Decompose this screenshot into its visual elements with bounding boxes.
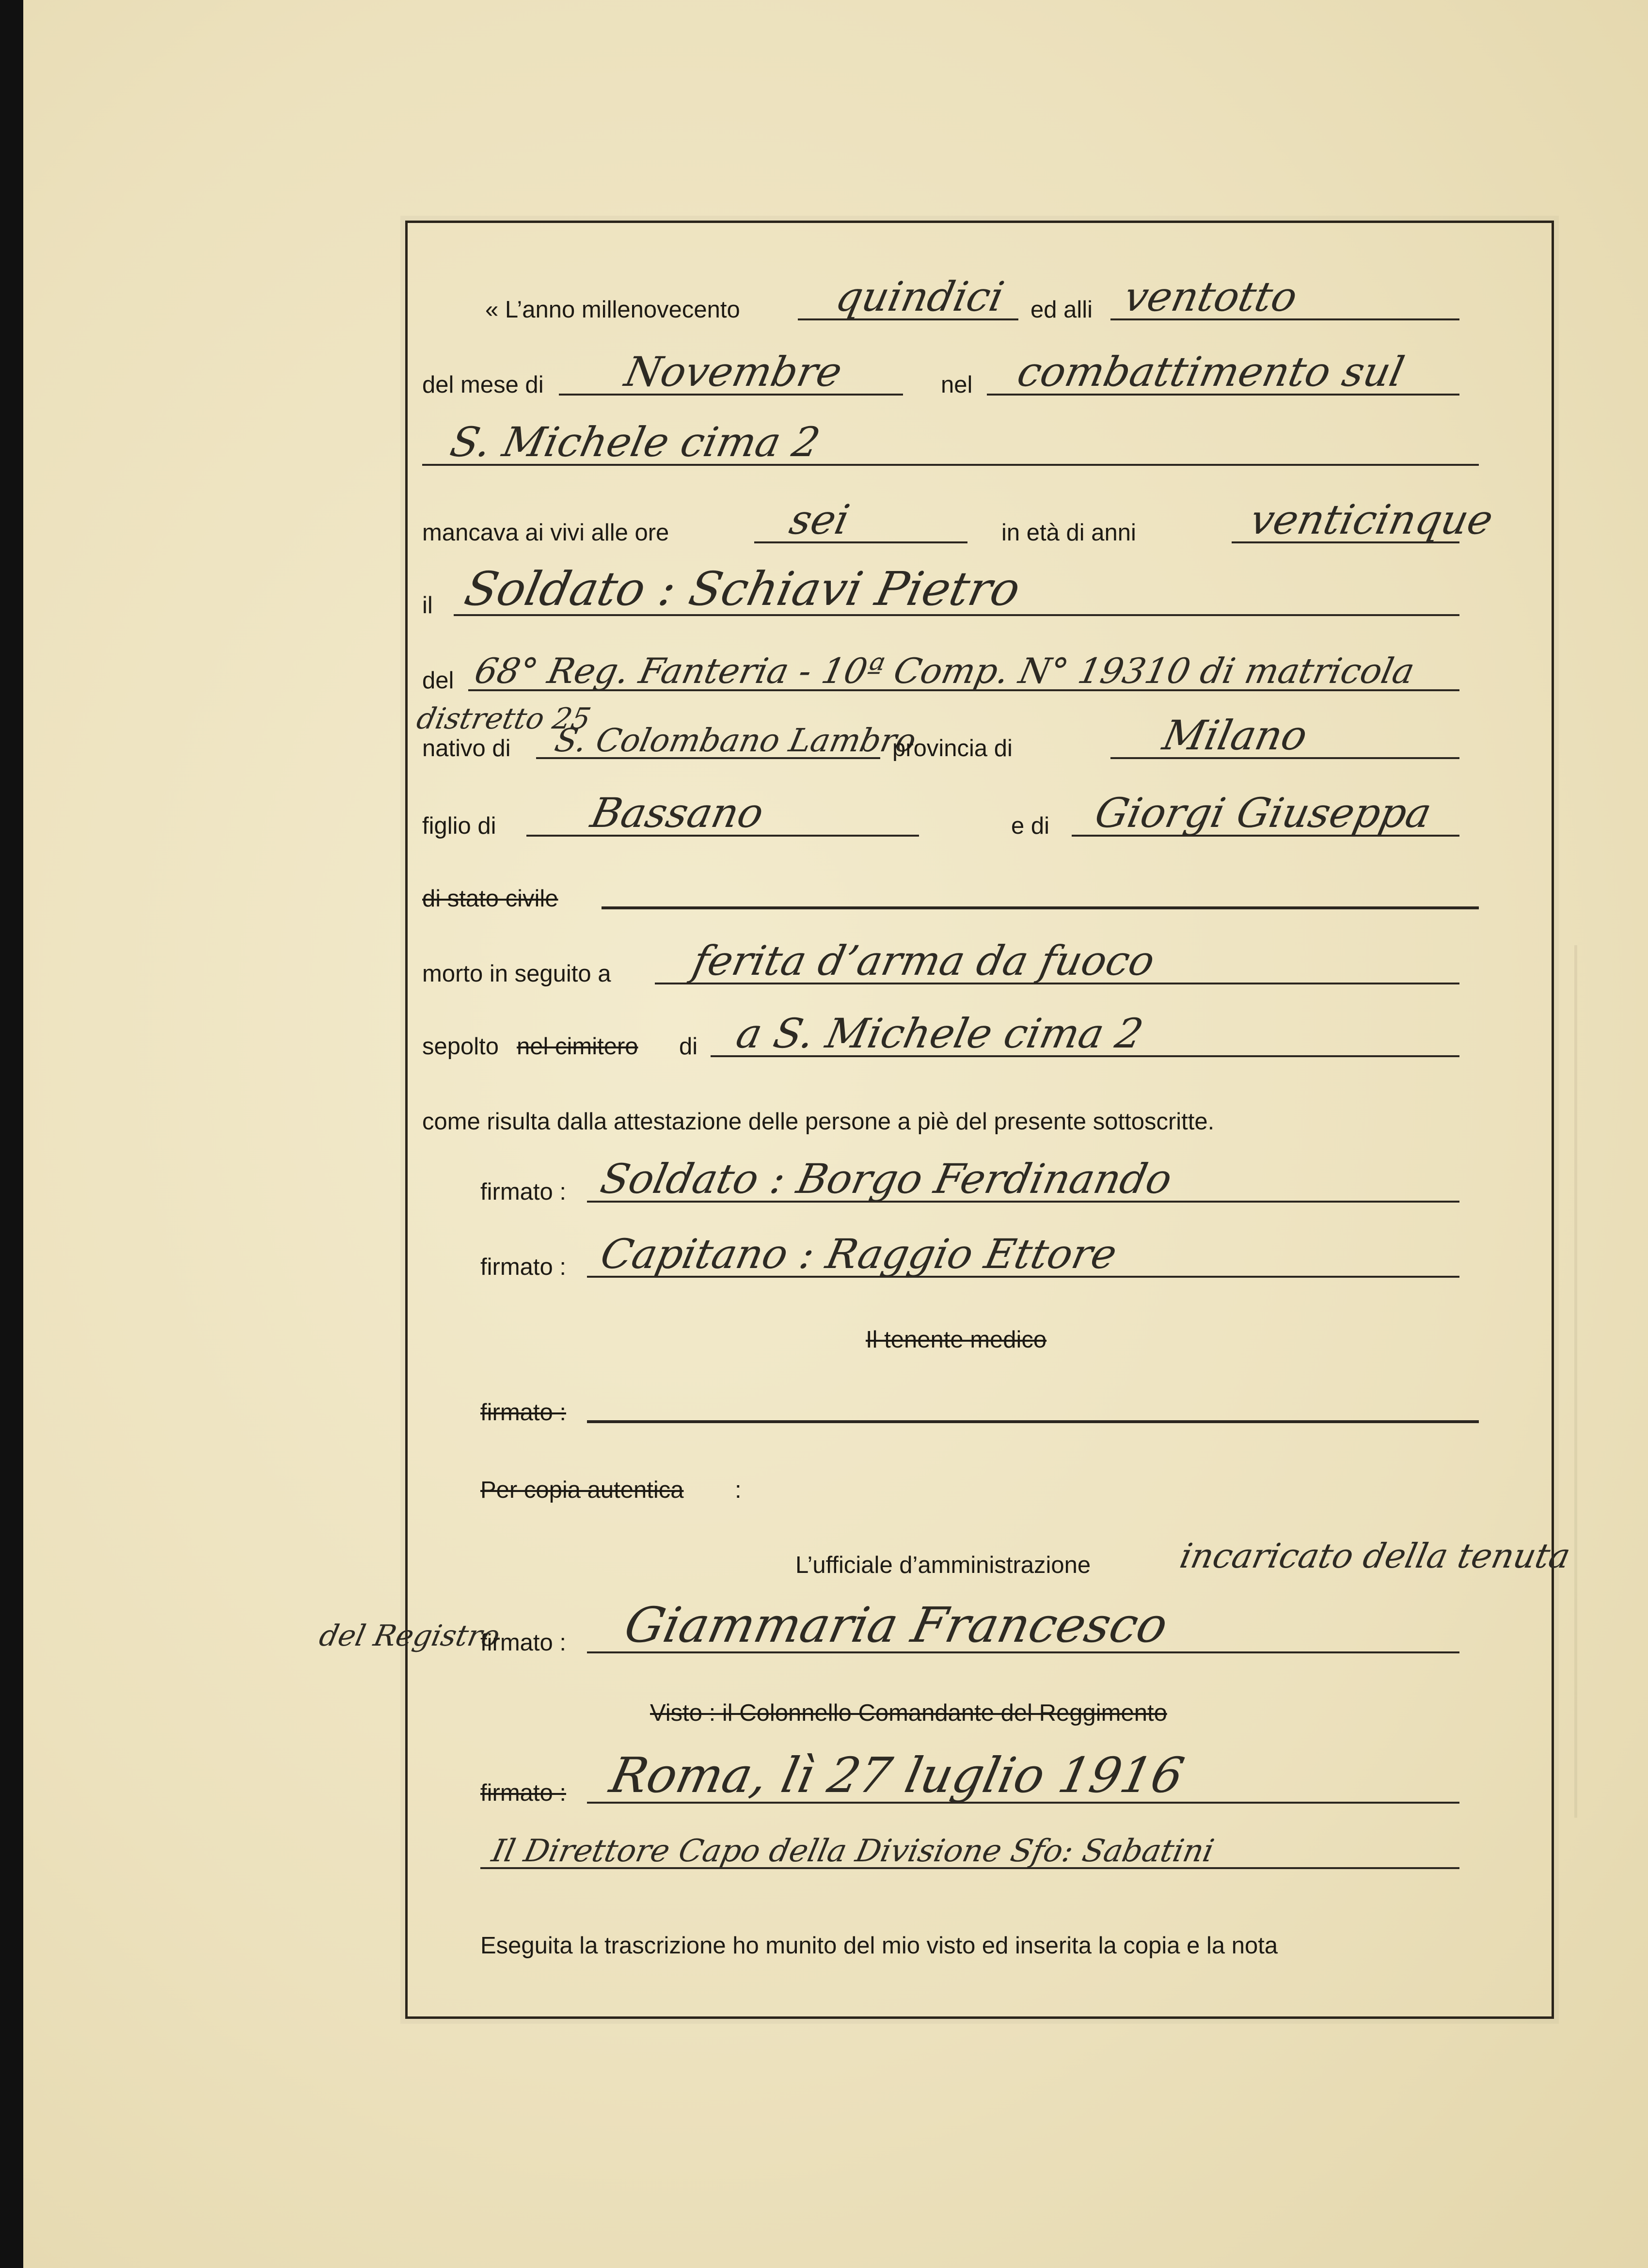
line-cause — [408, 933, 1552, 991]
hw-mother: Giorgi Giuseppa — [1091, 789, 1436, 837]
hw-hour: sei — [785, 496, 854, 543]
hw-sig-witness: Soldato : Borgo Ferdinando — [596, 1155, 1176, 1203]
line-sig-admin — [408, 1597, 1552, 1660]
label-transcription: Eseguita la trascrizione ho munito del mio visto ed inserita la copia e la nota — [480, 1933, 1278, 1959]
hw-cause: ferita d’arma da fuoco — [688, 937, 1159, 984]
label-attestation: come risulta dalla attestazione delle persone a piè del presente sottoscritte. — [422, 1109, 1215, 1135]
label-admin-officer: L’ufficiale d’amministrazione — [795, 1552, 1091, 1578]
label-sepolto: sepolto — [422, 1033, 499, 1060]
hw-sig-admin: Giammaria Francesco — [619, 1597, 1173, 1653]
label-nel: nel — [941, 372, 973, 398]
label-cimitero: nel cimitero — [517, 1033, 638, 1060]
hw-soldier-name: Soldato : Schiavi Pietro — [460, 562, 1025, 616]
hw-age: venticinque — [1246, 496, 1497, 543]
label-nativo: nativo di — [422, 735, 511, 761]
bleed-through-edge — [1574, 945, 1648, 1818]
label-certified-colon: : — [735, 1477, 742, 1503]
label-firmato-3: firmato : — [480, 1399, 566, 1426]
label-province: provincia di — [892, 735, 1013, 761]
hw-admin-extra: incaricato della tenuta — [1176, 1536, 1574, 1576]
line-burial — [408, 1006, 1552, 1064]
line-medical-officer — [408, 1299, 1552, 1357]
label-certified-copy: Per copia autentica — [480, 1477, 684, 1503]
label-year: « L’anno millenovecento — [485, 297, 740, 323]
label-medical-officer: Il tenente medico — [866, 1327, 1047, 1353]
hw-burial: a S. Michele cima 2 — [732, 1010, 1147, 1057]
hw-date: Roma, lì 27 luglio 1916 — [605, 1747, 1189, 1804]
hw-sig-captain: Capitano : Raggio Ettore — [596, 1230, 1121, 1278]
label-firmato-2: firmato : — [480, 1254, 566, 1280]
line-soldier-name — [408, 562, 1552, 623]
rule-civil-status — [602, 906, 1479, 909]
line-sig-captain — [408, 1226, 1552, 1285]
rule-sig-medical — [587, 1420, 1479, 1423]
margin-note: del Registro — [316, 1619, 503, 1653]
label-del: del — [422, 667, 454, 694]
line-hour-age — [408, 492, 1552, 550]
line-sig-witness — [408, 1151, 1552, 1209]
line-attestation — [408, 1081, 1552, 1139]
line-sig-date — [408, 1747, 1552, 1810]
line-transcription — [408, 1905, 1552, 1963]
hw-place: combattimento sul — [1013, 348, 1409, 396]
hw-day: ventotto — [1120, 273, 1302, 320]
label-firmato-5: firmato : — [480, 1780, 566, 1806]
hw-town: S. Colombano Lambro — [551, 722, 919, 759]
line-civil-status — [408, 858, 1552, 916]
hw-place-cont: S. Michele cima 2 — [446, 418, 824, 466]
hw-month: Novembre — [620, 348, 846, 396]
hw-province: Milano — [1158, 712, 1312, 759]
label-day: ed alli — [1030, 297, 1093, 323]
line-sig-medical — [408, 1372, 1552, 1430]
hw-unit: 68° Reg. Fanteria - 10ª Comp. N° 19310 di matricola — [471, 650, 1418, 691]
label-firmato-4: firmato : — [480, 1630, 566, 1656]
label-father: figlio di — [422, 813, 496, 839]
line-birthplace — [408, 702, 1552, 766]
bleed-through-text — [207, 107, 1565, 136]
label-hour: mancava ai vivi alle ore — [422, 520, 669, 546]
label-il: il — [422, 592, 433, 619]
label-civil-status: di stato civile — [422, 886, 558, 912]
hw-director: Il Direttore Capo della Divisione Sfo: Sabatini — [489, 1833, 1217, 1869]
line-unit — [408, 640, 1552, 698]
line-certified-copy — [408, 1449, 1552, 1507]
label-di: di — [679, 1033, 698, 1060]
label-colonel: Visto : il Colonnello Comandante del Reggimento — [650, 1700, 1167, 1726]
line-colonel — [408, 1672, 1552, 1730]
line-parents — [408, 785, 1552, 843]
line-director — [408, 1818, 1552, 1876]
hw-district: distretto 25 — [413, 702, 594, 736]
label-cause: morto in seguito a — [422, 961, 611, 987]
label-firmato-1: firmato : — [480, 1179, 566, 1205]
hw-father: Bassano — [586, 789, 768, 837]
death-record-form — [405, 221, 1574, 2019]
hw-year: quindici — [831, 273, 1008, 320]
line-admin-officer — [408, 1524, 1574, 1583]
line-year-day — [408, 269, 1552, 327]
line-month — [408, 344, 1552, 402]
line-place-cont — [408, 414, 1552, 473]
label-mother: e di — [1011, 813, 1050, 839]
label-age: in età di anni — [1001, 520, 1136, 546]
label-month: del mese di — [422, 372, 544, 398]
